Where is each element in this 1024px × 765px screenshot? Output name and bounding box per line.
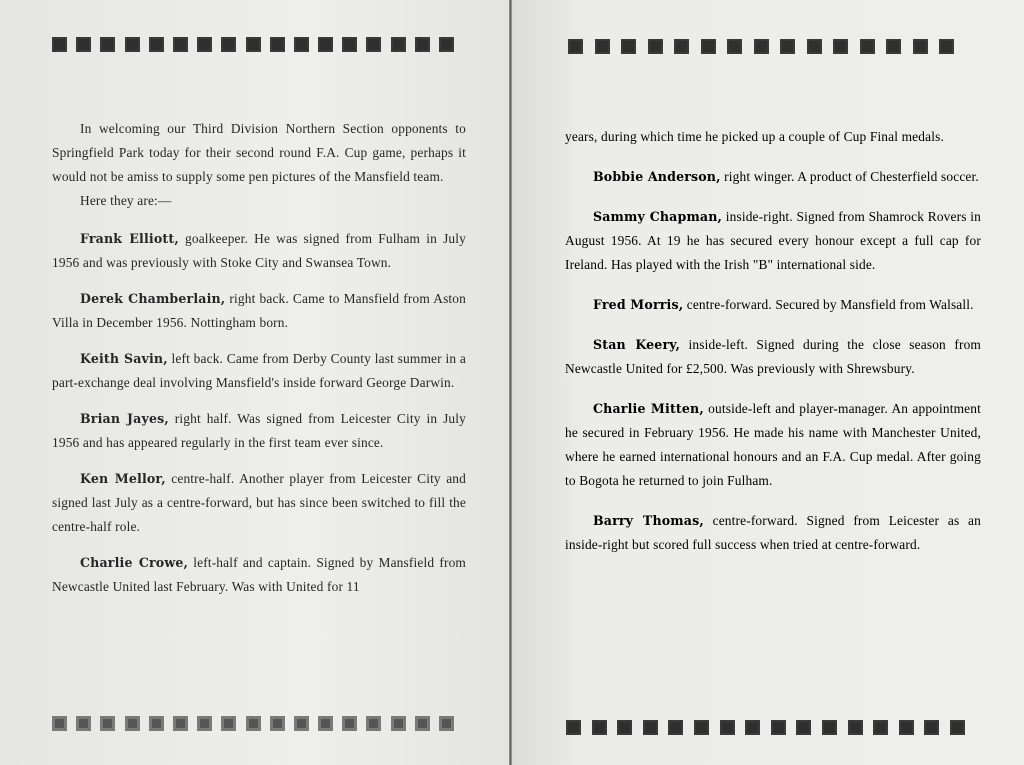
border-square <box>366 716 381 731</box>
player-description: left back. Came from Derby County last summer in a part-exchange deal involving Mansfield's inside forward George Darwin. <box>52 351 466 390</box>
border-square <box>886 39 901 54</box>
top-border-squares <box>52 37 454 52</box>
player-name: Brian Jayes, <box>80 411 169 426</box>
page-fold <box>509 0 512 765</box>
border-square <box>727 39 742 54</box>
border-square <box>294 37 309 52</box>
border-square <box>197 37 212 52</box>
border-square <box>592 720 607 735</box>
border-square <box>125 716 140 731</box>
border-square <box>668 720 683 735</box>
border-square <box>270 716 285 731</box>
border-square <box>125 37 140 52</box>
player-entry <box>565 165 981 189</box>
border-square <box>342 37 357 52</box>
border-square <box>701 39 716 54</box>
continuation-paragraph: years, during which time he picked up a couple of Cup Final medals. <box>565 129 944 144</box>
player-name: Stan Keery, <box>593 337 681 352</box>
player-description: outside-left and player-manager. An appointment he secured in February 1956. He made his name with Manchester United, where he earned international honours and an F.A. Cup medal. After going to Bogota he returned to join Fulham. <box>565 401 981 488</box>
border-square <box>415 716 430 731</box>
player-entry <box>52 551 466 599</box>
border-square <box>221 716 236 731</box>
border-square <box>595 39 610 54</box>
border-square <box>617 720 632 735</box>
player-name: Frank Elliott, <box>80 231 179 246</box>
player-description: right half. Was signed from Leicester City in July 1956 and has appeared regularly in the first team ever since. <box>52 411 466 450</box>
border-square <box>873 720 888 735</box>
border-square <box>833 39 848 54</box>
border-square <box>318 716 333 731</box>
player-entry <box>52 347 466 395</box>
player-name: Charlie Crowe, <box>80 555 189 570</box>
border-square <box>848 720 863 735</box>
player-description: centre-half. Another player from Leicester City and signed last July as a centre-forward, but has since been switched to fill the centre-half role. <box>52 471 466 534</box>
player-description: left-half and captain. Signed by Mansfield from Newcastle United last February. Was with United for 11 <box>52 555 466 594</box>
player-name: Charlie Mitten, <box>593 401 704 416</box>
border-square <box>318 37 333 52</box>
border-square <box>860 39 875 54</box>
border-square <box>754 39 769 54</box>
border-square <box>439 716 454 731</box>
player-entry <box>52 407 466 455</box>
player-entry <box>52 287 466 335</box>
border-square <box>950 720 965 735</box>
border-square <box>939 39 954 54</box>
border-square <box>173 37 188 52</box>
border-square <box>294 716 309 731</box>
left-page-text <box>52 117 466 611</box>
player-description: inside-left. Signed during the close season from Newcastle United for £2,500. Was previously with Shrewsbury. <box>565 337 981 376</box>
border-square <box>391 716 406 731</box>
player-entry <box>565 333 981 381</box>
top-border-squares <box>568 39 954 54</box>
player-entry <box>565 397 981 493</box>
border-square <box>342 716 357 731</box>
bottom-border-squares <box>52 716 454 731</box>
player-name: Ken Mellor, <box>80 471 166 486</box>
border-square <box>566 720 581 735</box>
border-square <box>621 39 636 54</box>
player-description: goalkeeper. He was signed from Fulham in July 1956 and was previously with Stoke City and Swansea Town. <box>52 231 466 270</box>
border-square <box>246 37 261 52</box>
border-square <box>694 720 709 735</box>
bottom-border-squares <box>566 720 965 735</box>
player-entry <box>52 227 466 275</box>
border-square <box>52 716 67 731</box>
player-description: right winger. A product of Chesterfield soccer. <box>720 169 979 184</box>
intro-paragraph: In welcoming our Third Division Northern Section opponents to Springfield Park today for their second round F.A. Cup game, perhaps it would not be amiss to supply some pen pictures of the Mansfield team. <box>52 121 466 184</box>
player-name: Derek Chamberlain, <box>80 291 226 306</box>
border-square <box>100 37 115 52</box>
border-square <box>246 716 261 731</box>
player-name: Bobbie Anderson, <box>593 169 721 184</box>
player-name: Barry Thomas, <box>593 513 704 528</box>
border-square <box>149 37 164 52</box>
border-square <box>100 716 115 731</box>
border-square <box>643 720 658 735</box>
border-square <box>366 37 381 52</box>
player-name: Sammy Chapman, <box>593 209 723 224</box>
border-square <box>822 720 837 735</box>
border-square <box>674 39 689 54</box>
border-square <box>771 720 786 735</box>
border-square <box>899 720 914 735</box>
border-square <box>391 37 406 52</box>
border-square <box>796 720 811 735</box>
player-entry <box>565 293 981 317</box>
border-square <box>780 39 795 54</box>
player-description: right back. Came to Mansfield from Aston Villa in December 1956. Nottingham born. <box>52 291 466 330</box>
border-square <box>197 716 212 731</box>
player-description: inside-right. Signed from Shamrock Rovers in August 1956. At 19 he has secured every honour except a full cap for Ireland. Has played with the Irish "B" international side. <box>565 209 981 272</box>
right-page-text <box>565 125 981 573</box>
border-square <box>149 716 164 731</box>
player-description: centre-forward. Secured by Mansfield from Walsall. <box>683 297 974 312</box>
border-square <box>76 716 91 731</box>
player-entry <box>52 467 466 539</box>
border-square <box>439 37 454 52</box>
player-entry <box>565 509 981 557</box>
border-square <box>52 37 67 52</box>
border-square <box>648 39 663 54</box>
border-square <box>173 716 188 731</box>
player-name: Keith Savin, <box>80 351 168 366</box>
border-square <box>745 720 760 735</box>
player-description: centre-forward. Signed from Leicester as an inside-right but scored full success when tried at centre-forward. <box>565 513 981 552</box>
player-name: Fred Morris, <box>593 297 684 312</box>
left-page <box>0 0 511 765</box>
border-square <box>415 37 430 52</box>
border-square <box>568 39 583 54</box>
here-they-are: Here they are:— <box>80 193 172 208</box>
border-square <box>720 720 735 735</box>
border-square <box>76 37 91 52</box>
border-square <box>270 37 285 52</box>
player-entry <box>565 205 981 277</box>
border-square <box>221 37 236 52</box>
border-square <box>924 720 939 735</box>
border-square <box>807 39 822 54</box>
border-square <box>913 39 928 54</box>
